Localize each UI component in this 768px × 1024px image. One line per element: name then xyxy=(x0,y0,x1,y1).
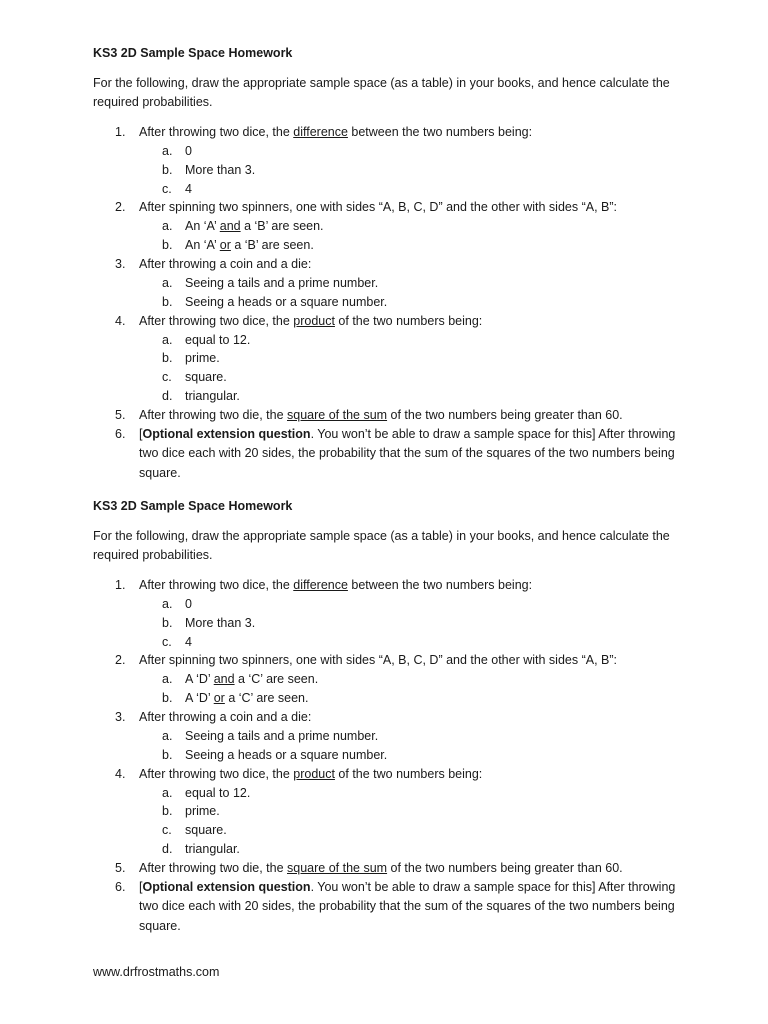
question-part: b. More than 3. xyxy=(162,615,256,630)
question-1 xyxy=(93,576,693,595)
question-5 xyxy=(93,859,693,878)
question-text: After throwing a coin and a die: xyxy=(139,256,312,271)
question-number: 2. xyxy=(115,200,126,215)
question-part: c. 4 xyxy=(162,634,192,649)
section-title: KS3 2D Sample Space Homework xyxy=(93,46,293,60)
question-part: b. prime. xyxy=(162,804,220,819)
question-number: 1. xyxy=(115,125,126,139)
question-4 xyxy=(93,765,693,784)
question-2 xyxy=(93,651,693,670)
question-text: After throwing two die, the square of the sum of the two numbers being greater than 60. xyxy=(139,860,623,875)
question-number: 4. xyxy=(115,766,126,781)
question-text: After throwing two dice, the difference between the two numbers being: xyxy=(139,125,533,139)
question-part: c. 4 xyxy=(162,181,192,196)
footer-url: www.drfrostmaths.com xyxy=(93,965,220,979)
question-part: a. Seeing a tails and a prime number. xyxy=(162,728,379,743)
question-6 xyxy=(93,425,693,484)
question-part: a. equal to 12. xyxy=(162,785,251,800)
question-2 xyxy=(93,198,693,217)
question-text: After throwing two dice, the product of the two numbers being: xyxy=(139,313,483,328)
question-part: c. square. xyxy=(162,823,227,838)
question-6 xyxy=(93,878,693,937)
question-number: 5. xyxy=(115,407,126,422)
section-title: KS3 2D Sample Space Homework xyxy=(93,499,293,513)
question-part: a. 0 xyxy=(162,144,192,158)
question-number: 2. xyxy=(115,653,126,668)
question-3 xyxy=(93,708,693,727)
question-part: a. 0 xyxy=(162,597,192,611)
question-1 xyxy=(93,123,693,142)
question-part: b. A ‘D’ or a ‘C’ are seen. xyxy=(162,691,309,706)
section-intro: For the following, draw the appropriate sample space (as a table) in your books, and hence calculate the required probabilities. xyxy=(93,76,670,109)
question-part: d. triangular. xyxy=(162,388,240,403)
question-part: b. Seeing a heads or a square number. xyxy=(162,294,388,309)
question-text: After throwing a coin and a die: xyxy=(139,709,312,724)
question-number: 4. xyxy=(115,313,126,328)
question-number: 6. xyxy=(115,879,126,894)
question-text: After spinning two spinners, one with sides “A, B, C, D” and the other with sides “A, B”: xyxy=(139,653,617,668)
question-number: 5. xyxy=(115,860,126,875)
question-text: After throwing two dice, the difference between the two numbers being: xyxy=(139,578,533,592)
question-part: d. triangular. xyxy=(162,841,240,856)
question-text: After throwing two dice, the product of the two numbers being: xyxy=(139,766,483,781)
question-part: b. More than 3. xyxy=(162,162,256,177)
section-intro: For the following, draw the appropriate sample space (as a table) in your books, and hence calculate the required probabilities. xyxy=(93,529,670,562)
question-part: c. square. xyxy=(162,370,227,385)
question-number: 6. xyxy=(115,426,126,441)
question-number: 3. xyxy=(115,256,126,271)
homework-section-1 xyxy=(93,44,693,483)
question-number: 3. xyxy=(115,709,126,724)
question-5 xyxy=(93,406,693,425)
question-text: [Optional extension question. You won’t be able to draw a sample space for this] After throwing two dice each with 20 sides, the probability that the sum of the squares of the two numbers being square. xyxy=(139,426,676,480)
question-4 xyxy=(93,312,693,331)
question-part: b. prime. xyxy=(162,351,220,366)
question-part: b. An ‘A’ or a ‘B’ are seen. xyxy=(162,238,314,253)
question-3 xyxy=(93,255,693,274)
question-part: a. equal to 12. xyxy=(162,332,251,347)
question-part: a. An ‘A’ and a ‘B’ are seen. xyxy=(162,219,324,234)
question-part: b. Seeing a heads or a square number. xyxy=(162,747,388,762)
question-number: 1. xyxy=(115,578,126,592)
question-text: [Optional extension question. You won’t be able to draw a sample space for this] After throwing two dice each with 20 sides, the probability that the sum of the squares of the two numbers being square. xyxy=(139,879,676,933)
question-text: After throwing two die, the square of the sum of the two numbers being greater than 60. xyxy=(139,407,623,422)
question-part: a. A ‘D’ and a ‘C’ are seen. xyxy=(162,672,319,687)
homework-section-2 xyxy=(93,497,693,936)
question-text: After spinning two spinners, one with sides “A, B, C, D” and the other with sides “A, B”: xyxy=(139,200,617,215)
question-part: a. Seeing a tails and a prime number. xyxy=(162,275,379,290)
